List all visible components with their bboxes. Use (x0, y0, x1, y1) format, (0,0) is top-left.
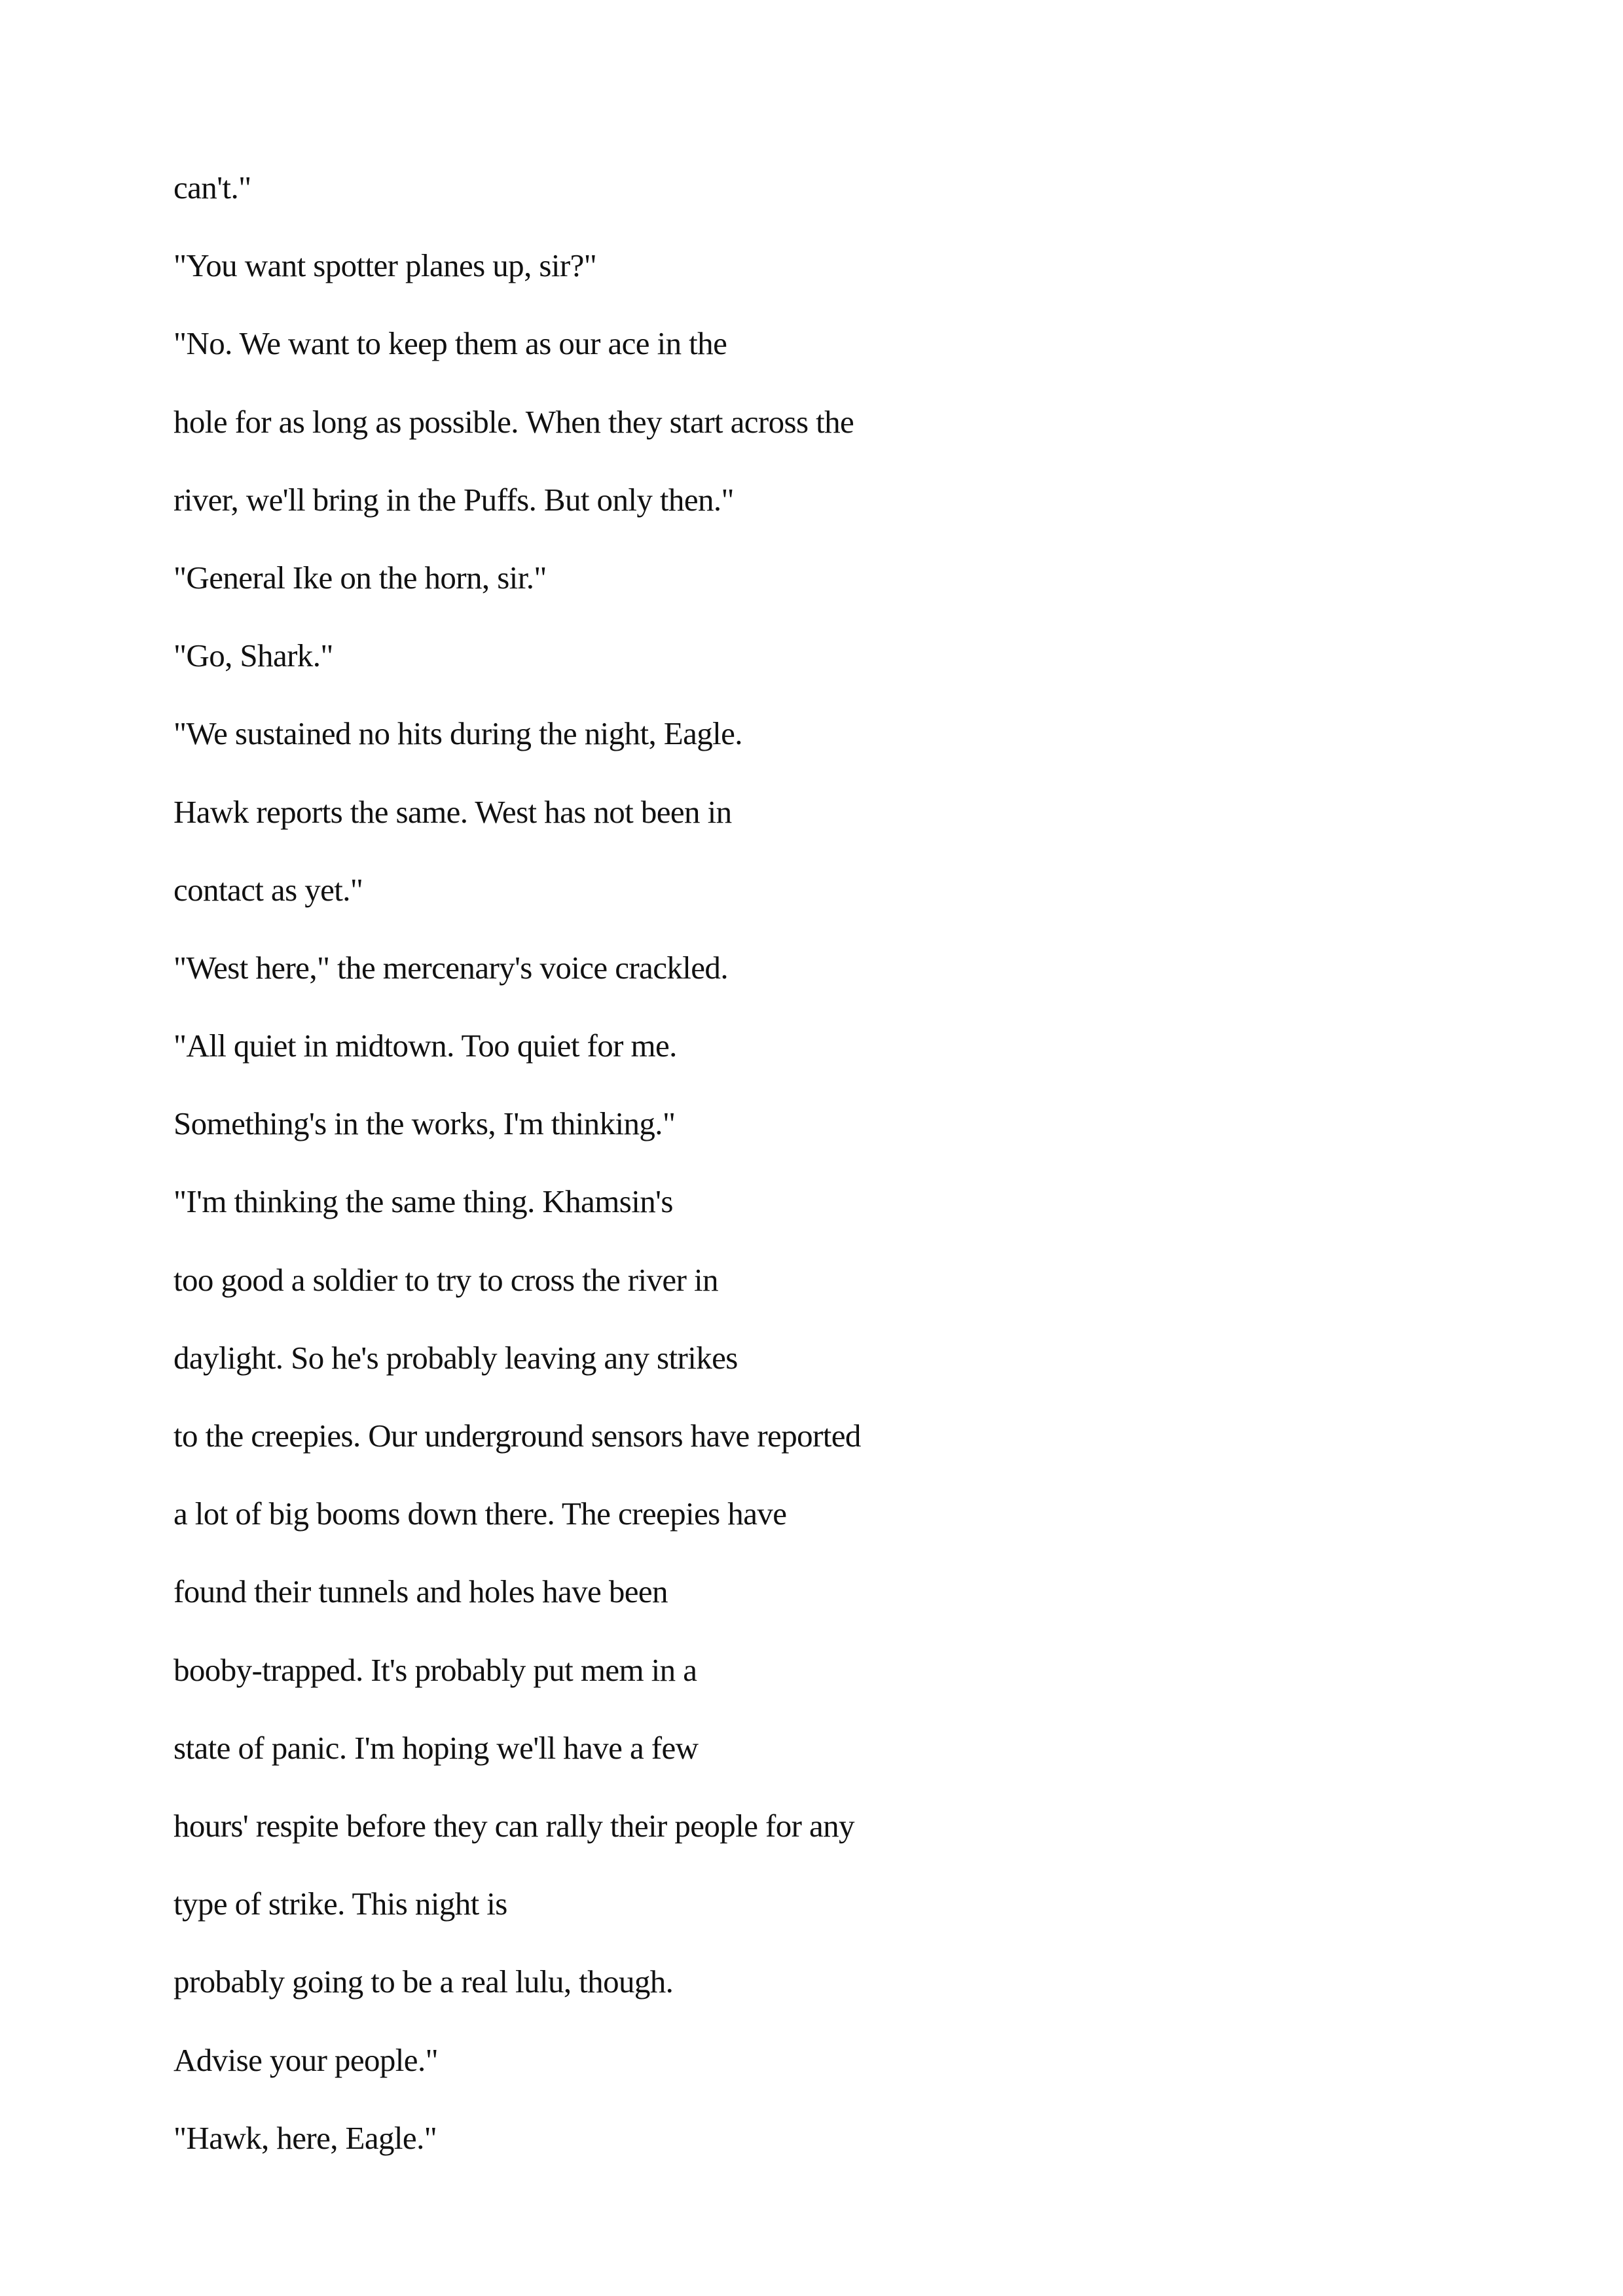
text-line: found their tunnels and holes have been (173, 1573, 668, 1610)
text-line: "Hawk, here, Eagle." (173, 2119, 437, 2156)
text-line: daylight. So he's probably leaving any strikes (173, 1339, 738, 1376)
text-line: too good a soldier to try to cross the river in (173, 1261, 718, 1298)
text-line: "All quiet in midtown. Too quiet for me. (173, 1028, 677, 1064)
text-line: to the creepies. Our underground sensors have reported (173, 1418, 861, 1454)
text-line: hole for as long as possible. When they start across the (173, 403, 854, 440)
text-line: "You want spotter planes up, sir?" (173, 247, 597, 284)
text-line: river, we'll bring in the Puffs. But only then." (173, 481, 734, 518)
text-line: "Go, Shark." (173, 637, 333, 674)
text-line: "I'm thinking the same thing. Khamsin's (173, 1183, 673, 1220)
text-line: "No. We want to keep them as our ace in the (173, 325, 727, 362)
text-line: "West here," the mercenary's voice crackled. (173, 949, 728, 986)
text-line: Advise your people." (173, 2041, 438, 2078)
text-line: type of strike. This night is (173, 1886, 507, 1922)
text-line: "General Ike on the horn, sir." (173, 559, 547, 596)
text-line: booby-trapped. It's probably put mem in a (173, 1651, 697, 1688)
text-line: Something's in the works, I'm thinking." (173, 1105, 676, 1142)
text-line: state of panic. I'm hoping we'll have a few (173, 1729, 699, 1766)
text-line: "We sustained no hits during the night, Eagle. (173, 715, 742, 752)
text-line: hours' respite before they can rally their people for any (173, 1807, 854, 1844)
text-line: a lot of big booms down there. The creepies have (173, 1496, 787, 1532)
text-line: Hawk reports the same. West has not been in (173, 793, 732, 830)
body-text (173, 149, 1483, 2177)
text-line: contact as yet." (173, 871, 363, 908)
text-line: can't." (173, 170, 251, 206)
text-line: probably going to be a real lulu, though. (173, 1964, 674, 2000)
